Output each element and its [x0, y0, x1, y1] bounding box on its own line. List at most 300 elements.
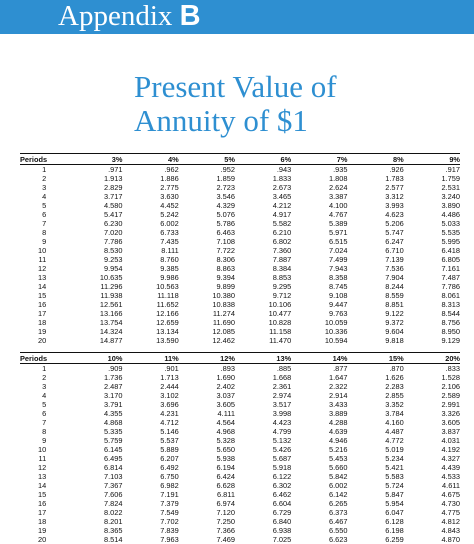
value-cell: 6.418: [441, 246, 460, 255]
value-cell: 5.889: [160, 445, 179, 454]
value-cell: 7.786: [103, 237, 123, 246]
rate-header: 20%: [404, 353, 460, 364]
value-cell: 10.828: [268, 318, 292, 327]
value-cell: 4.031: [441, 436, 460, 445]
value-cell: 5.033: [441, 219, 460, 228]
rate-header: 14%: [291, 353, 347, 364]
value-cell: 5.582: [272, 219, 292, 228]
value-cell: 7.904: [385, 273, 404, 282]
value-cell: 10.059: [324, 318, 348, 327]
value-cell: 1.783: [385, 174, 404, 183]
value-cell: 6.729: [272, 508, 292, 517]
value-cell: 5.132: [272, 436, 292, 445]
value-cell: 6.230: [103, 219, 123, 228]
value-cell: 6.198: [385, 526, 404, 535]
value-cell: 4.623: [385, 210, 404, 219]
value-cell: 7.499: [328, 255, 348, 264]
period-cell: 3: [42, 382, 47, 391]
value-cell: 6.802: [272, 237, 292, 246]
value-cell: .943: [276, 165, 292, 174]
rate-header: 6%: [235, 154, 291, 165]
value-cell: 6.122: [272, 472, 292, 481]
value-cell: 13.590: [156, 336, 179, 345]
value-cell: 3.630: [160, 192, 179, 201]
value-cell: 2.589: [441, 391, 460, 400]
value-cell: 2.914: [328, 391, 348, 400]
value-cell: 3.889: [328, 409, 348, 418]
period-cell: 5: [42, 201, 47, 210]
table-row: [20, 318, 460, 327]
value-cell: 5.234: [385, 454, 404, 463]
rate-header: 4%: [122, 154, 178, 165]
value-cell: 6.145: [103, 445, 123, 454]
value-cell: 8.111: [161, 246, 179, 255]
value-cell: 7.702: [160, 517, 179, 526]
value-cell: 6.373: [328, 508, 348, 517]
value-cell: 3.837: [441, 427, 460, 436]
table-row: [20, 535, 460, 544]
value-cell: 4.799: [272, 427, 292, 436]
value-cell: 2.444: [160, 382, 179, 391]
value-cell: 6.733: [160, 228, 179, 237]
title-line-1: Present Value of: [134, 69, 337, 104]
value-cell: 6.628: [216, 481, 235, 490]
value-cell: 6.424: [216, 472, 235, 481]
table-row: [20, 201, 460, 210]
value-cell: 1.886: [160, 174, 179, 183]
value-cell: .870: [389, 364, 404, 373]
value-cell: 13.166: [99, 309, 123, 318]
value-cell: 4.288: [328, 418, 348, 427]
value-cell: 6.495: [103, 454, 123, 463]
value-cell: 4.675: [441, 490, 460, 499]
value-cell: 1.808: [328, 174, 348, 183]
value-cell: 1.713: [160, 373, 179, 382]
value-cell: 3.433: [328, 400, 348, 409]
value-cell: 3.546: [216, 192, 235, 201]
value-cell: 4.439: [441, 463, 460, 472]
value-cell: 5.335: [103, 427, 123, 436]
table-row: [20, 327, 460, 336]
value-cell: 2.531: [441, 183, 460, 192]
value-cell: .935: [333, 165, 348, 174]
value-cell: 7.367: [103, 481, 123, 490]
value-cell: 8.201: [103, 517, 123, 526]
value-cell: 5.971: [328, 228, 348, 237]
value-cell: 3.352: [385, 400, 404, 409]
table-row: [20, 499, 460, 508]
value-cell: 3.993: [385, 201, 404, 210]
value-cell: 9.385: [160, 264, 179, 273]
value-cell: 9.372: [385, 318, 404, 327]
value-cell: 7.606: [103, 490, 123, 499]
rate-header: 15%: [347, 353, 403, 364]
value-cell: .952: [220, 165, 235, 174]
table-row: [20, 291, 460, 300]
period-cell: 18: [37, 517, 47, 526]
value-cell: 4.329: [216, 201, 235, 210]
value-cell: 6.550: [328, 526, 348, 535]
value-cell: 9.447: [328, 300, 348, 309]
value-cell: 10.594: [324, 336, 348, 345]
value-cell: 6.623: [328, 535, 348, 544]
value-cell: 9.712: [272, 291, 292, 300]
value-cell: 2.673: [272, 183, 292, 192]
value-cell: 12.561: [99, 300, 123, 309]
value-cell: 5.954: [385, 499, 404, 508]
value-cell: 7.963: [160, 535, 179, 544]
value-cell: 5.537: [160, 436, 179, 445]
value-cell: 4.486: [441, 210, 460, 219]
value-cell: 5.687: [272, 454, 292, 463]
value-cell: 8.559: [385, 291, 404, 300]
value-cell: 3.605: [216, 400, 235, 409]
value-cell: 6.247: [385, 237, 404, 246]
value-cell: 6.467: [328, 517, 348, 526]
value-cell: 12.659: [156, 318, 179, 327]
table-row: [20, 174, 460, 183]
value-cell: 8.022: [103, 508, 123, 517]
value-cell: 5.426: [272, 445, 292, 454]
value-cell: 7.435: [160, 237, 179, 246]
value-cell: 13.754: [99, 318, 123, 327]
value-cell: 7.025: [272, 535, 292, 544]
period-cell: 8: [42, 427, 47, 436]
table-row: [20, 391, 460, 400]
title-line-2: Annuity of $1: [134, 103, 308, 138]
period-cell: 1: [42, 364, 47, 373]
value-cell: 11.274: [212, 309, 235, 318]
rate-header: 11%: [122, 353, 178, 364]
value-cell: 1.913: [103, 174, 123, 183]
value-cell: 5.421: [385, 463, 404, 472]
period-cell: 10: [37, 246, 47, 255]
period-cell: 8: [42, 228, 47, 237]
value-cell: 4.775: [441, 508, 460, 517]
value-cell: 5.724: [385, 481, 404, 490]
table-row: [20, 210, 460, 219]
value-cell: 6.302: [272, 481, 292, 490]
table-row: [20, 472, 460, 481]
value-cell: 7.250: [216, 517, 235, 526]
value-cell: 2.829: [103, 183, 123, 192]
value-cell: 7.020: [103, 228, 123, 237]
value-cell: 1.647: [328, 373, 348, 382]
value-cell: 1.690: [216, 373, 235, 382]
value-cell: 9.986: [160, 273, 179, 282]
value-cell: 10.106: [268, 300, 292, 309]
period-cell: 7: [42, 418, 47, 427]
table-row: [20, 400, 460, 409]
value-cell: .893: [220, 364, 235, 373]
value-cell: 6.982: [160, 481, 179, 490]
value-cell: 8.061: [441, 291, 460, 300]
value-cell: 8.756: [441, 318, 460, 327]
period-cell: 11: [38, 454, 47, 463]
value-cell: 2.855: [385, 391, 404, 400]
value-cell: 4.843: [441, 526, 460, 535]
value-cell: 7.360: [272, 246, 292, 255]
value-cell: 2.322: [328, 382, 348, 391]
table-header-row: [20, 154, 460, 165]
value-cell: 4.712: [160, 418, 179, 427]
table-row: [20, 228, 460, 237]
value-cell: 8.760: [160, 255, 179, 264]
value-cell: 4.917: [272, 210, 292, 219]
value-cell: 2.106: [441, 382, 460, 391]
value-cell: 12.166: [156, 309, 179, 318]
table-row: [20, 427, 460, 436]
value-cell: 7.824: [103, 499, 123, 508]
appendix-banner: [0, 0, 474, 34]
table-row: [20, 481, 460, 490]
value-cell: 4.968: [216, 427, 235, 436]
period-cell: 16: [37, 300, 47, 309]
value-cell: 3.102: [160, 391, 179, 400]
value-cell: 4.487: [385, 427, 404, 436]
period-cell: 14: [37, 282, 47, 291]
value-cell: 11.158: [269, 327, 292, 336]
value-cell: 8.244: [385, 282, 404, 291]
value-cell: 1.833: [272, 174, 292, 183]
value-cell: 14.324: [99, 327, 123, 336]
value-cell: 3.387: [328, 192, 348, 201]
value-cell: 6.002: [160, 219, 179, 228]
value-cell: 8.950: [441, 327, 460, 336]
value-cell: 3.517: [272, 400, 292, 409]
value-cell: 5.453: [328, 454, 348, 463]
period-cell: 6: [42, 210, 47, 219]
value-cell: 10.336: [324, 327, 348, 336]
value-cell: 5.842: [328, 472, 348, 481]
value-cell: 3.784: [385, 409, 404, 418]
period-cell: 18: [37, 318, 47, 327]
value-cell: 5.660: [328, 463, 348, 472]
value-cell: 6.604: [272, 499, 292, 508]
value-cell: 3.696: [160, 400, 179, 409]
value-cell: 4.868: [103, 418, 123, 427]
value-cell: 8.358: [328, 273, 348, 282]
value-cell: 5.938: [216, 454, 235, 463]
value-cell: 2.402: [216, 382, 235, 391]
value-cell: 3.240: [441, 192, 460, 201]
value-cell: 4.327: [441, 454, 460, 463]
value-cell: 4.767: [328, 210, 348, 219]
table-row: [20, 246, 460, 255]
value-cell: 9.253: [103, 255, 123, 264]
value-cell: 7.549: [160, 508, 179, 517]
period-cell: 17: [37, 309, 47, 318]
value-cell: 3.791: [103, 400, 123, 409]
value-cell: 6.207: [160, 454, 179, 463]
value-cell: 1.759: [441, 174, 460, 183]
value-cell: 1.528: [441, 373, 460, 382]
rate-header: 10%: [66, 353, 122, 364]
period-cell: 17: [37, 508, 47, 517]
rate-header: 8%: [347, 154, 403, 165]
value-cell: 9.818: [385, 336, 404, 345]
value-cell: 2.991: [441, 400, 460, 409]
period-cell: 15: [37, 490, 47, 499]
table-row: [20, 165, 460, 175]
value-cell: 6.750: [160, 472, 179, 481]
value-cell: 6.002: [328, 481, 348, 490]
value-cell: 8.514: [103, 535, 123, 544]
value-cell: .971: [108, 165, 123, 174]
value-cell: 7.191: [160, 490, 179, 499]
value-cell: 7.487: [441, 273, 460, 282]
value-cell: 3.717: [103, 192, 123, 201]
value-cell: 8.863: [216, 264, 235, 273]
value-cell: 6.811: [217, 490, 235, 499]
value-cell: 6.463: [216, 228, 235, 237]
value-cell: 5.650: [216, 445, 235, 454]
table-row: [20, 382, 460, 391]
value-cell: 4.870: [441, 535, 460, 544]
table-row: [20, 508, 460, 517]
table-row: [20, 490, 460, 499]
period-cell: 19: [37, 327, 47, 336]
value-cell: 4.452: [160, 201, 179, 210]
period-cell: 13: [37, 472, 47, 481]
annuity-table-1: [20, 153, 460, 345]
period-cell: 2: [42, 373, 47, 382]
table-row: [20, 517, 460, 526]
value-cell: 4.423: [272, 418, 292, 427]
value-cell: 7.161: [441, 264, 460, 273]
value-cell: 4.772: [385, 436, 404, 445]
value-cell: 6.974: [216, 499, 235, 508]
value-cell: 9.295: [272, 282, 292, 291]
period-cell: 7: [42, 219, 47, 228]
period-cell: 20: [37, 336, 47, 345]
value-cell: 6.047: [385, 508, 404, 517]
table-row: [20, 436, 460, 445]
value-cell: 4.639: [328, 427, 348, 436]
table-row: [20, 264, 460, 273]
period-cell: 5: [42, 400, 47, 409]
value-cell: 7.108: [216, 237, 235, 246]
value-cell: 9.394: [216, 273, 235, 282]
value-cell: 6.128: [385, 517, 404, 526]
value-cell: 5.019: [385, 445, 404, 454]
value-cell: 10.635: [99, 273, 123, 282]
value-cell: 4.160: [385, 418, 404, 427]
rate-header: 3%: [66, 154, 122, 165]
value-cell: 5.328: [216, 436, 235, 445]
appendix-heading: [58, 0, 201, 33]
value-cell: 8.306: [216, 255, 235, 264]
value-cell: 5.076: [216, 210, 235, 219]
value-cell: 1.736: [103, 373, 123, 382]
value-cell: 11.938: [100, 291, 123, 300]
value-cell: 9.899: [216, 282, 235, 291]
value-cell: 9.122: [385, 309, 404, 318]
value-cell: 11.296: [100, 282, 123, 291]
table-row: [20, 255, 460, 264]
value-cell: 4.212: [272, 201, 292, 210]
value-cell: 4.946: [328, 436, 348, 445]
value-cell: 5.786: [216, 219, 235, 228]
value-cell: 6.210: [272, 228, 292, 237]
value-cell: 6.142: [328, 490, 348, 499]
periods-header: Periods: [20, 353, 66, 364]
value-cell: .901: [164, 364, 179, 373]
value-cell: 8.384: [272, 264, 292, 273]
table-row: [20, 192, 460, 201]
period-cell: 10: [37, 445, 47, 454]
table-row: [20, 409, 460, 418]
value-cell: 6.805: [441, 255, 460, 264]
value-cell: 10.563: [156, 282, 179, 291]
period-cell: 2: [42, 174, 47, 183]
value-cell: 7.139: [385, 255, 404, 264]
value-cell: 6.492: [160, 463, 179, 472]
value-cell: 4.231: [160, 409, 179, 418]
rate-header: 5%: [179, 154, 235, 165]
value-cell: 4.111: [217, 409, 235, 418]
value-cell: 3.890: [441, 201, 460, 210]
value-cell: 1.626: [385, 373, 404, 382]
value-cell: 5.216: [328, 445, 348, 454]
table-row: [20, 219, 460, 228]
value-cell: 4.192: [441, 445, 460, 454]
value-cell: 7.379: [160, 499, 179, 508]
table-row: [20, 336, 460, 345]
value-cell: 7.887: [272, 255, 292, 264]
value-cell: 8.851: [385, 300, 404, 309]
value-cell: 11.690: [212, 318, 235, 327]
value-cell: 3.465: [272, 192, 292, 201]
value-cell: 7.103: [103, 472, 123, 481]
rate-header: 7%: [291, 154, 347, 165]
value-cell: 7.469: [216, 535, 235, 544]
value-cell: 2.577: [385, 183, 404, 192]
value-cell: 7.536: [385, 264, 404, 273]
value-cell: 3.170: [103, 391, 123, 400]
value-cell: 4.580: [103, 201, 123, 210]
period-cell: 14: [37, 481, 47, 490]
value-cell: 2.487: [103, 382, 123, 391]
value-cell: 5.747: [385, 228, 404, 237]
value-cell: 4.564: [216, 418, 235, 427]
value-cell: 3.037: [216, 391, 235, 400]
value-cell: .926: [389, 165, 404, 174]
periods-header: Periods: [20, 154, 66, 165]
value-cell: 7.024: [328, 246, 348, 255]
value-cell: 7.120: [216, 508, 235, 517]
value-cell: 8.853: [272, 273, 292, 282]
value-cell: 3.998: [272, 409, 292, 418]
value-cell: 2.775: [160, 183, 179, 192]
page-title: [134, 70, 454, 138]
rate-header: 9%: [404, 154, 460, 165]
table-row: [20, 309, 460, 318]
table-row: [20, 183, 460, 192]
period-cell: 19: [37, 526, 47, 535]
value-cell: 5.146: [160, 427, 179, 436]
table-row: [20, 273, 460, 282]
value-cell: 4.100: [328, 201, 348, 210]
value-cell: .877: [333, 364, 348, 373]
table-row: [20, 364, 460, 374]
value-cell: 5.583: [385, 472, 404, 481]
value-cell: .909: [108, 364, 123, 373]
value-cell: 2.723: [216, 183, 235, 192]
value-cell: 9.604: [385, 327, 404, 336]
table-row: [20, 418, 460, 427]
period-cell: 4: [42, 192, 47, 201]
